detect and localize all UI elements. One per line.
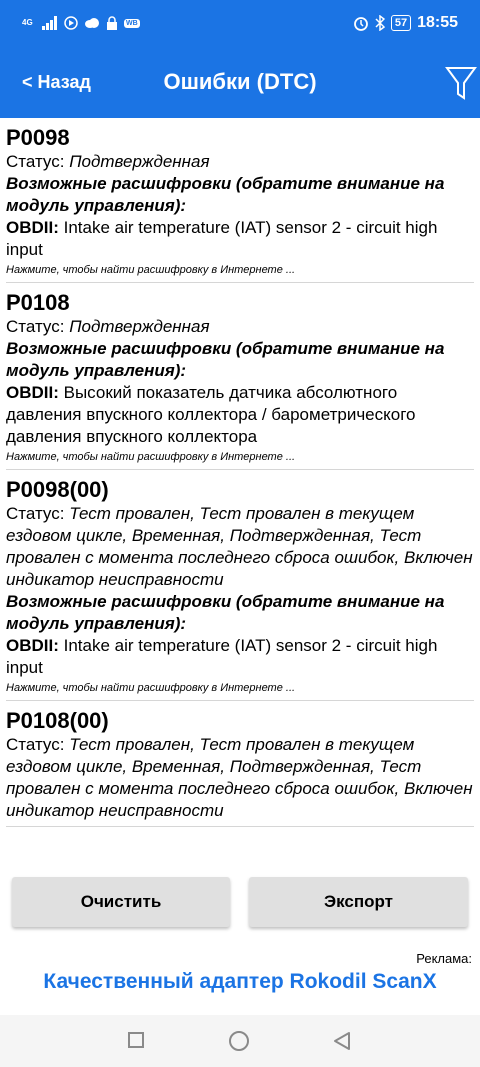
- play-icon: [64, 16, 78, 30]
- clear-button[interactable]: Очистить: [12, 877, 230, 927]
- status-bar: [0, 0, 480, 52]
- dtc-item[interactable]: [6, 283, 474, 470]
- dtc-code: P0098: [6, 125, 70, 150]
- status-value: Подтвержденная: [69, 317, 210, 336]
- status-value: Подтвержденная: [69, 152, 210, 171]
- dtc-status: [6, 316, 474, 338]
- dtc-item[interactable]: [6, 118, 474, 283]
- status-label: Статус:: [6, 317, 65, 336]
- battery-icon: 57: [391, 15, 411, 31]
- lock-icon: [106, 16, 118, 30]
- decode-heading: Возможные расшифровки (обратите внимание на модуль управления):: [6, 174, 445, 215]
- alarm-icon: [353, 15, 369, 31]
- network-type: 4G: [22, 18, 33, 27]
- obd-label: OBDII:: [6, 383, 59, 402]
- search-online-link[interactable]: Нажмите, чтобы найти расшифровку в Интернете ...: [6, 451, 296, 463]
- ad-label: Реклама:: [416, 951, 472, 966]
- export-button[interactable]: Экспорт: [249, 877, 468, 927]
- page-title: Ошибки (DTC): [163, 69, 317, 94]
- dtc-code: P0098(00): [6, 477, 109, 502]
- dtc-list[interactable]: [0, 118, 480, 852]
- obd-description: [6, 635, 474, 679]
- obd-description: [6, 217, 474, 261]
- status-label: Статус:: [6, 504, 65, 523]
- dtc-status: [6, 151, 474, 173]
- obd-description: [6, 382, 474, 448]
- back-button[interactable]: < Назад: [22, 72, 91, 92]
- bluetooth-icon: [375, 15, 385, 31]
- status-icons-right: [353, 14, 458, 32]
- obd-label: OBDII:: [6, 218, 59, 237]
- obd-label: OBDII:: [6, 636, 59, 655]
- dtc-status: [6, 734, 474, 822]
- status-label: Статус:: [6, 735, 65, 754]
- status-time: 18:55: [417, 14, 458, 31]
- recent-apps-icon[interactable]: [128, 1032, 144, 1048]
- dtc-item[interactable]: [6, 701, 474, 827]
- status-label: Статус:: [6, 152, 65, 171]
- decode-heading: Возможные расшифровки (обратите внимание на модуль управления):: [6, 592, 445, 633]
- dtc-code: P0108(00): [6, 708, 109, 733]
- system-nav-bar: [0, 1015, 480, 1067]
- ad-link[interactable]: Качественный адаптер Rokodil ScanX: [43, 970, 437, 993]
- obd-text: Intake air temperature (IAT) sensor 2 - circuit high input: [6, 218, 438, 259]
- status-icons-left: [22, 16, 140, 30]
- obd-text: Высокий показатель датчика абсолютного давления впускного коллектора / барометрического давления впускного коллектора: [6, 383, 416, 446]
- signal-icon: [42, 16, 58, 30]
- status-value: Тест провален, Тест провален в текущем ездовом цикле, Временная, Подтвержденная, Тест провален с момента последнего сброса ошибок, Включен индикатор неисправности: [6, 504, 473, 589]
- home-icon[interactable]: [229, 1031, 249, 1051]
- wb-app-icon: WB: [126, 19, 138, 27]
- decode-heading: Возможные расшифровки (обратите внимание на модуль управления):: [6, 339, 445, 380]
- app-bar: [0, 52, 480, 118]
- dtc-status: [6, 503, 474, 591]
- search-online-link[interactable]: Нажмите, чтобы найти расшифровку в Интернете ...: [6, 682, 296, 694]
- cloud-icon: [84, 17, 100, 29]
- obd-text: Intake air temperature (IAT) sensor 2 - circuit high input: [6, 636, 438, 677]
- status-value: Тест провален, Тест провален в текущем ездовом цикле, Временная, Подтвержденная, Тест провален с момента последнего сброса ошибок, Включен индикатор неисправности: [6, 735, 473, 820]
- search-online-link[interactable]: Нажмите, чтобы найти расшифровку в Интернете ...: [6, 264, 296, 276]
- filter-icon[interactable]: [444, 64, 478, 102]
- nav-back-icon[interactable]: [331, 1030, 353, 1052]
- dtc-code: P0108: [6, 290, 70, 315]
- dtc-item[interactable]: [6, 470, 474, 701]
